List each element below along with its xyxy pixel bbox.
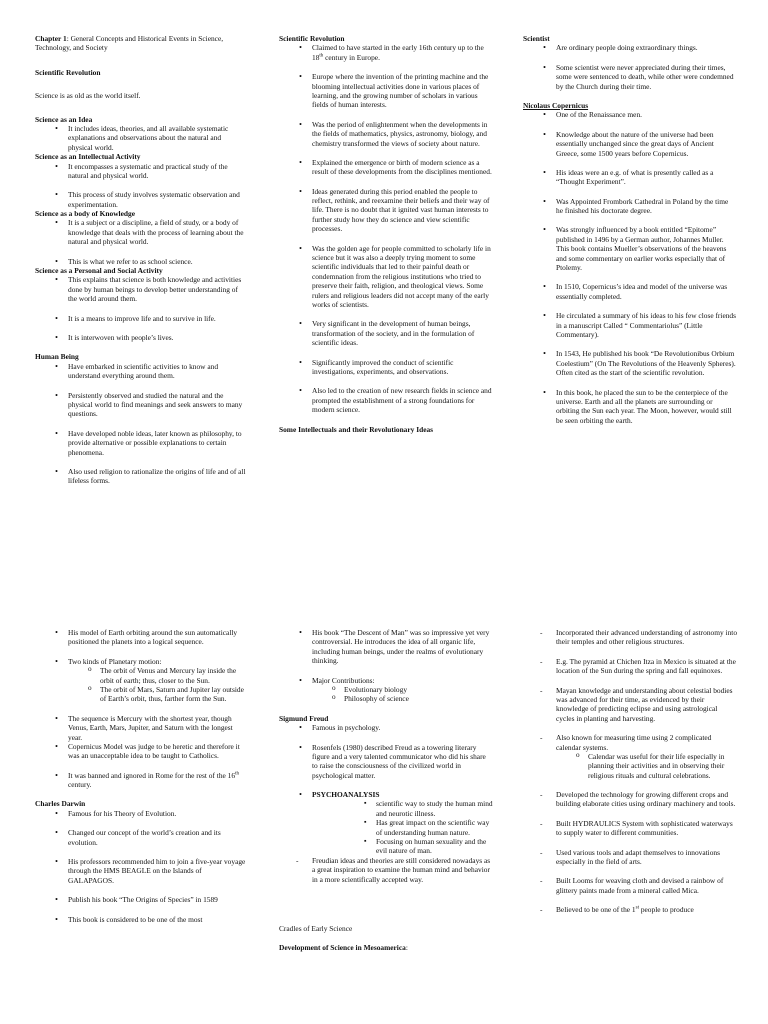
column-2 [279,34,493,434]
list-item [279,790,493,856]
column-1 [35,34,247,486]
list-item: • One of the Renaissance men. [523,110,737,119]
list-item: • It is interwoven with people’s lives. [35,333,247,342]
darwin-heading: Charles Darwin [35,799,86,809]
darwin-list [35,809,247,924]
list-item: • It is a means to improve life and to survive in life. [35,314,247,323]
list-item: • His book “The Descent of Man” was so impressive yet very controversial. He introduces the idea of all organic life, including human beings, under the realms of evolutionary thinking. [279,628,493,666]
list-item: • This is what we refer to as school science. [35,257,247,266]
science-as-personal-list [35,275,247,342]
scientist-list [523,43,737,91]
dash-item: - Incorporated their advanced understanding of astronomy into their temples and other religious structures. [523,628,737,647]
scientific-revolution-heading: Scientific Revolution [35,67,101,77]
column-5 [279,628,493,953]
science-as-idea-list [35,124,247,152]
freud-dash-list [279,856,493,884]
sub-list-item: ▪ scientific way to study the human mind and neurotic illness. [352,799,493,818]
list-item: • In 1510, Copernicus’s idea and model of the universe was essentially completed. [523,282,737,301]
freud-heading: Sigmund Freud [279,713,329,723]
list-item [279,43,493,62]
list-item: • Very significant in the development of human beings, transformation of the society, and in the formulation of scientific ideas. [279,319,493,347]
list-item: • This process of study involves systematic observation and experimentation. [35,190,247,209]
text: Also known for measuring time using 2 complicated calendar systems. [556,733,712,752]
list-item: • Persistently observed and studied the natural and the physical world to find meanings and seek answers to many questions. [35,391,247,419]
list-item: • Explained the emergence or birth of modern science as a result of these developments from the disciplines mentioned. [279,158,493,177]
list-item [35,657,247,704]
superscript: th [319,53,324,59]
list-item: • Also led to the creation of new research fields in science and prompted the establishment of a strong foundations for modern science. [279,386,493,414]
sub-list-item: ▪ Has great impact on the scientific way of understanding human nature. [352,818,493,837]
sub-list-item: o The orbit of Venus and Mercury lay inside the orbit of earth; thus, closer to the Sun. [68,666,247,685]
text: century. [68,780,92,790]
list-item: • This explains that science is both knowledge and activities done by human beings to develop better understanding of the world around them. [35,275,247,303]
contributions-list [312,685,493,704]
list-item: • Some scientist were never appreciated during their times, some were sentenced to death, while other were condemned by the Church during their time. [523,63,737,91]
column-3 [523,34,737,425]
chapter-label: Chapter 1 [35,34,67,43]
intellectuals-heading: Some Intellectuals and their Revolutionary Ideas [279,424,434,434]
text: Major Contributions: [312,675,375,685]
list-item: • Was Appointed Frombork Cathedral in Poland by the time he finished his doctorate degree. [523,197,737,216]
superscript: st [635,905,639,911]
list-item [279,676,493,704]
science-as-activity-list [35,162,247,210]
text: It was banned and ignored in Rome for the rest of the 16 [68,770,236,780]
copernicus-heading: Nicolaus Copernicus [523,100,589,110]
list-item: • It is a subject or a discipline, a field of study, or a body of knowledge that deals with the process of learning about the natural and physical world. [35,218,247,246]
darwin-continued-list [279,628,493,704]
column-6 [523,628,737,915]
list-item: • His ideas were an e.g. of what is presently called as a “Thought Experiment”. [523,168,737,187]
list-item: • He circulated a summary of his ideas to his few close friends in a manuscript Called “ Commentariolus” (Little Commentary). [523,311,737,339]
psychoanalysis-list [352,799,493,855]
dash-item [523,733,737,780]
list-item: • Famous in psychology. [279,723,493,732]
planetary-motion-list [68,666,247,704]
list-item: • Also used religion to rationalize the origins of life and of all lifeless forms. [35,467,247,486]
sub-list-item: o The orbit of Mars, Saturn and Jupiter lay outside of Earth’s orbit, thus, farther form the Sun. [68,685,247,704]
list-item: • Knowledge about the nature of the universe had been essentially unchanged since the great days of Ancient Greece, some 1500 years before Copernicus. [523,130,737,158]
column-4 [35,628,247,924]
copernicus-continued-list [35,628,247,789]
cradles-of-science-title: Cradles of Early Science [279,923,353,933]
scientific-revolution-list [279,43,493,414]
superscript: th [235,771,239,777]
list-item: • Was the golden age for people committed to scholarly life in science but it was also a deeply trying moment to some scientific individuals that led to their painful death or condemnation from the religious institutions who tried to preserve their faith, religion, and theological views. Some rulers and religious leaders did not accept many of the early works of scientists. [279,244,493,310]
list-item: • Are ordinary people doing extraordinary things. [523,43,737,52]
human-being-list [35,362,247,486]
dash-item: - Built Looms for weaving cloth and devised a rainbow of glittery paints made from a mineral called Mica. [523,876,737,895]
sub-list-item: ▪ Focusing on human sexuality and the evil nature of man. [352,837,493,856]
dash-item [523,905,737,914]
science-as-personal-heading: Science as a Personal and Social Activity [35,266,163,276]
list-item: • Changed our concept of the world’s creation and its evolution. [35,828,247,847]
list-item: • Have developed noble ideas, later known as philosophy, to provide alternative or possible explanations to certain phenomena. [35,429,247,457]
calendar-sub-list [556,752,737,780]
dash-item: - Used various tools and adapt themselves to innovations especially in the field of arts. [523,848,737,867]
mesoamerica-list [523,628,737,915]
science-as-activity-heading: Science as an Intellectual Activity [35,152,141,162]
list-item: • Have embarked in scientific activities to know and understand everything around them. [35,362,247,381]
text: people to produce [638,905,694,915]
list-item [35,771,247,790]
list-item: • His model of Earth orbiting around the sun automatically positioned the planets into a logical sequence. [35,628,247,647]
science-as-idea-heading: Science as an Idea [35,114,93,124]
dash-item: - Developed the technology for growing different crops and building elaborate cities using ordinary machinery and tools. [523,790,737,809]
dash-item: - Mayan knowledge and understanding about celestial bodies was advanced for their time, as evidenced by their knowledge of predicting eclipse and using astrological cycles in planting and harvesting. [523,686,737,724]
sub-list-item: o Calendar was useful for their life especially in planning their activities and in observing their religious rituals and cultural celebrations. [556,752,737,780]
text: Claimed to have started in the early 16th century up to the 18 [312,43,484,62]
text: : [405,943,408,953]
list-item: • In 1543, He published his book “De Revolutionibus Orbium Coelestium” (On The Revolutions of the Heavenly Spheres). Often cited as the start of the scientific revolution. [523,349,737,377]
dash-item: - E.g. The pyramid at Chichen Itza in Mexico is situated at the location of the Sun during the spring and fall equinoxes. [523,657,737,676]
list-item: • Ideas generated during this period enabled the people to reflect, rethink, and reexamine their beliefs and their way of life. There is no doubt that it ignited vast human interests to further study how they do science and view scientific processes. [279,187,493,234]
text: Two kinds of Planetary motion: [68,656,162,666]
scientific-revolution-heading-2: Scientific Revolution [279,34,345,43]
copernicus-list [523,110,737,425]
list-item: • Copernicus Model was judge to be heretic and therefore it was an unacceptable idea to be taught to Catholics. [35,742,247,761]
text: Development of Science in Mesoamerica [279,943,406,953]
list-item: • Was strongly influenced by a book entitled “Epitome” published in 1496 by a German author, Johannes Muller. This book contains Mueller’s observations of the heavens and some commentary on earlier works especially that of Ptolemy. [523,225,737,272]
list-item: • Famous for his Theory of Evolution. [35,809,247,818]
sub-list-item: o Evolutionary biology [312,685,493,694]
chapter-title-text: : General Concepts and Historical Events in Science, Technology, and Society [35,34,224,53]
list-item: • It includes ideas, theories, and all available systematic explanations and observations about the natural and physical world. [35,124,247,152]
list-item: • In this book, he placed the sun to be the centerpiece of the universe. Earth and all the planets are surrounding or orbiting the Sun each year. The Moon, however, would still be seen orbiting the earth. [523,388,737,426]
science-as-knowledge-list [35,218,247,266]
science-as-knowledge-heading: Science as a body of Knowledge [35,209,135,219]
list-item: • Was the period of enlightenment when the developments in the fields of mathematics, physics, astronomy, biology, and chemistry transformed the views of society about nature. [279,120,493,148]
scientific-revolution-intro: Science is as old as the world itself. [35,91,141,101]
list-item: • The sequence is Mercury with the shortest year, though Venus, Earth, Mars, Jupiter, and Saturn with the longest year. [35,714,247,742]
psychoanalysis-heading: PSYCHOANALYSIS [312,790,380,800]
dash-item: - Freudian ideas and theories are still considered nowadays as a great inspiration to examine the human mind and behavior in a more scientifically accepted way. [279,856,493,884]
human-being-heading: Human Being [35,352,79,362]
list-item: • It encompasses a systematic and practical study of the natural and physical world. [35,162,247,181]
dash-item: - Built HYDRAULICS System with sophisticated waterways to supply water to different communities. [523,819,737,838]
list-item: • This book is considered to be one of the most [35,915,247,924]
text: Believed to be one of the 1 [556,905,636,915]
text: century in Europe. [323,52,380,62]
mesoamerica-heading [279,943,493,952]
list-item: • Rosenfels (1980) described Freud as a towering literary figure and a very talented communicator who did his share to raise the consciousness of the civilized world in psychological matter. [279,743,493,781]
list-item: • Europe where the invention of the printing machine and the blooming intellectual activities done in various places of learning, and the growing number of scholars in various fields of human interests. [279,72,493,110]
freud-list [279,723,493,856]
scientist-heading: Scientist [523,34,550,43]
list-item: • Publish his book “The Origins of Species” in 1589 [35,895,247,904]
list-item: • His professors recommended him to join a five-year voyage through the HMS BEAGLE on the Islands of GALAPAGOS. [35,857,247,885]
list-item: • Significantly improved the conduct of scientific investigations, experiments, and observations. [279,358,493,377]
sub-list-item: o Philosophy of science [312,694,493,703]
chapter-title [35,34,247,53]
